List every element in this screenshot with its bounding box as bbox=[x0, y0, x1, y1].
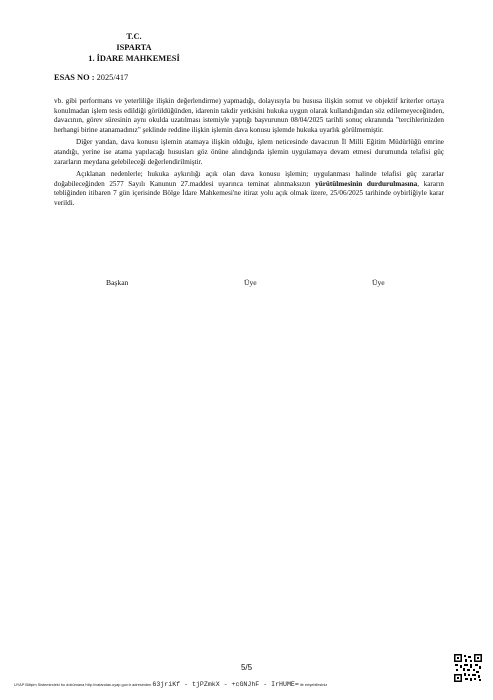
case-number-value: 2025/417 bbox=[96, 73, 129, 82]
court-header bbox=[54, 31, 214, 64]
footer-prefix: UYAP Bilişim Sistemindeki bu dokümana http://vatandas.uyap.gov.tr adresinden bbox=[14, 682, 152, 687]
signature-member-1: Üye bbox=[244, 278, 257, 287]
header-city: ISPARTA bbox=[116, 43, 152, 52]
qr-code-icon bbox=[454, 654, 482, 682]
footer-suffix: ile erişebilirsiniz bbox=[299, 682, 328, 687]
decision-body bbox=[54, 97, 444, 212]
header-country: T.C. bbox=[126, 32, 142, 41]
case-number bbox=[54, 72, 128, 83]
paragraph-3-emphasis: yürütülmesinin durdurulmasına bbox=[315, 179, 418, 188]
paragraph-3-part-1: Açıklanan nedenlerle; hukuka aykırılığı açık olan dava konusu işlemin; uygulanması halinde telafisi güç zararlar doğabileceğinden 2577 Sayılı Kanunun 27.maddesi uyarınca teminat alınmaksızın bbox=[54, 170, 444, 188]
paragraph-1: vb. gibi performans ve yeterliliğe ilişkin değerlendirme) yapmadığı, dolayısıyla bu hususa ilişkin somut ve objektif kriterler ortaya konulmadan işlem tesis edildiği görüldüğünden, idarenin takdir yetkisini hukuka uygun olarak kullandığından söz edilemeyeceğinden, davacının, görev süresinin aynı okulda uzatılması istemiyle yaptığı başvurunun 08/04/2025 tarihli sonuç ekranında "tercihlerinizden herhangi birine atanamadınız" şeklinde reddine ilişkin işlemin dava konusu işlemde hukuka uyarlık görülmemiştir. bbox=[54, 97, 444, 134]
case-number-label: ESAS NO : bbox=[54, 73, 95, 82]
paragraph-3 bbox=[54, 170, 444, 208]
signature-president: Başkan bbox=[106, 278, 129, 287]
signature-member-2: Üye bbox=[372, 278, 385, 287]
footer-verification-code: 63jriKf - tjPZmkX - +cGNJhF - IrHUME= bbox=[152, 681, 299, 688]
paragraph-3-part-2: , kararın tebliğinden itibaren 7 gün içerisinde Bölge İdare Mahkemesi'ne itiraz yolu açık olmak üzere, 25/06/2025 tarihinde oybirliğiyle karar verildi. bbox=[54, 179, 444, 207]
uyap-footer bbox=[14, 680, 444, 690]
paragraph-2: Diğer yandan, dava konusu işlemin atamaya ilişkin olduğu, işlem neticesinde davacının İl Milli Eğitim Müdürlüğü emrine atandığı, yerine ise atama yapılacağı hususları göz önüne alındığında işlemin uygulamaya devam etmesi durumunda telafisi güç zararların meydana gelebileceği değerlendirilmiştir. bbox=[54, 138, 444, 166]
page-number: 5/5 bbox=[240, 663, 253, 672]
header-court: 1. İDARE MAHKEMESİ bbox=[88, 54, 180, 63]
